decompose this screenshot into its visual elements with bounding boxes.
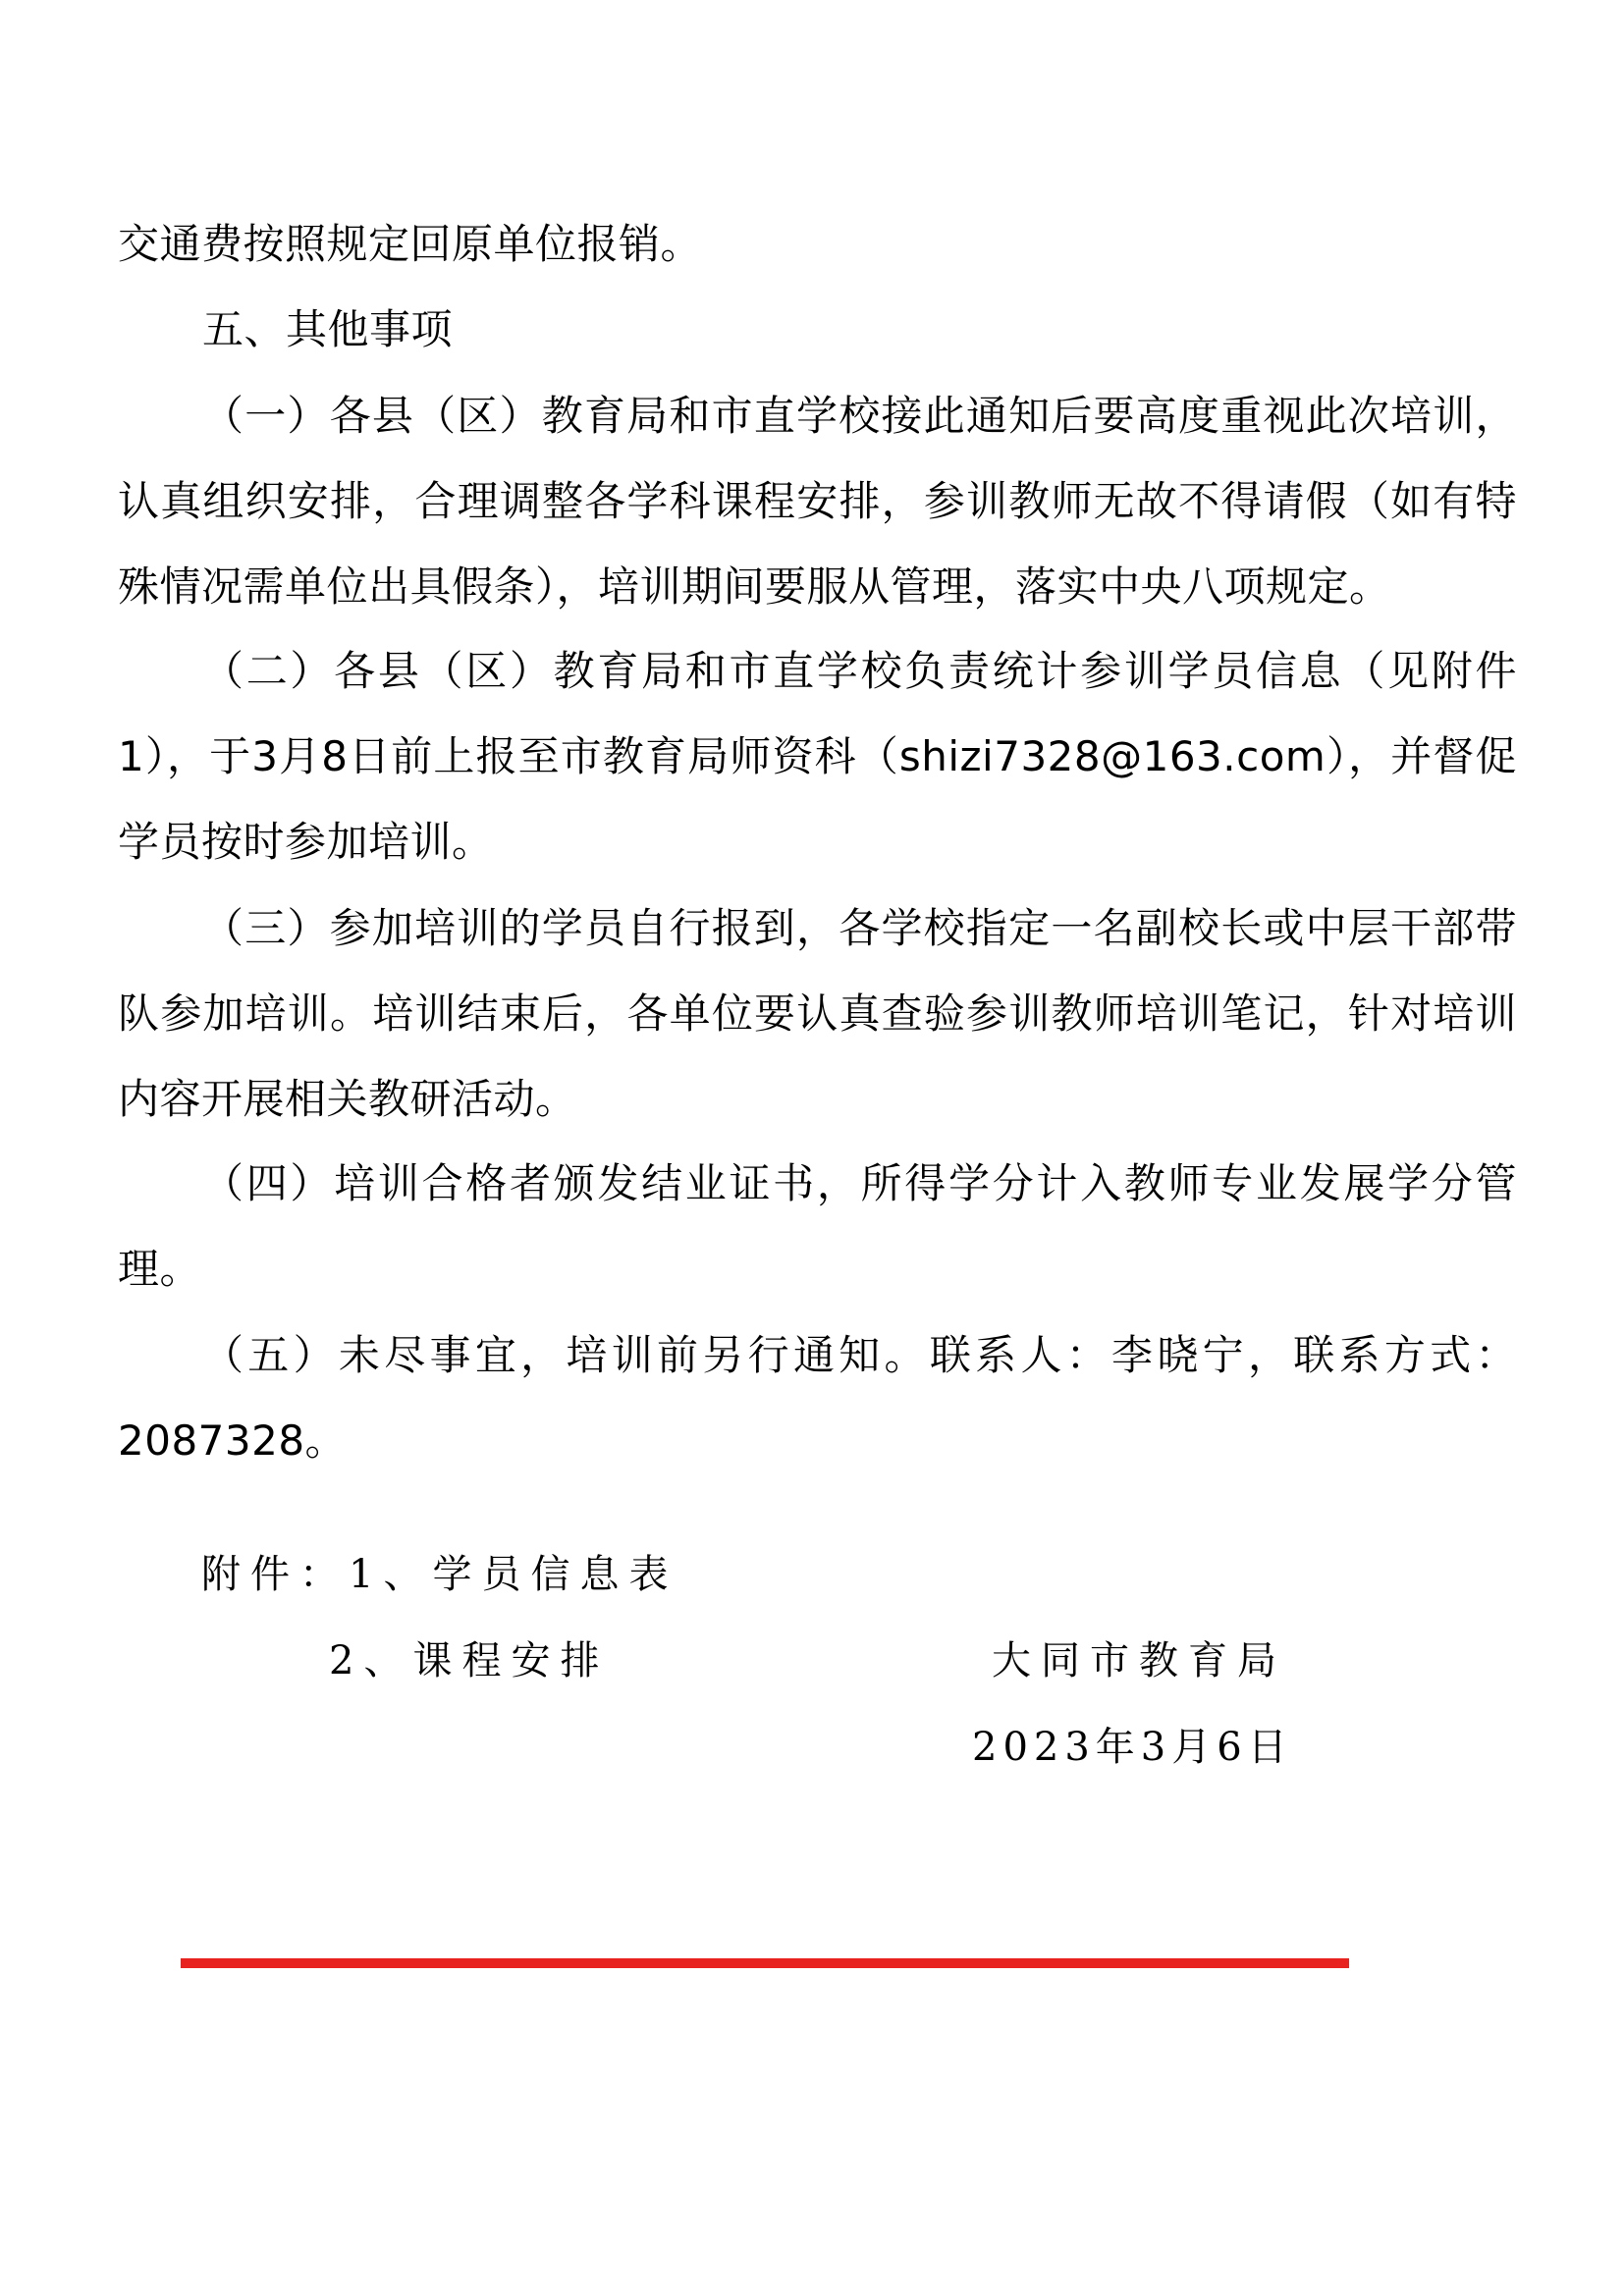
paragraph-item-5: （五）未尽事宜，培训前另行通知。联系人：李晓宁，联系方式：2087328。 — [118, 1331, 1517, 1465]
red-divider-rule — [181, 1958, 1349, 1968]
paragraph-item-1: （一）各县（区）教育局和市直学校接此通知后要高度重视此次培训，认真组织安排，合理调整各学科课程安排，参训教师无故不得请假（如有特殊情况需单位出具假条），培训期间要服从管理，落实中央八项规定。 — [118, 392, 1517, 611]
paragraph-transport-fee: 交通费按照规定回原单位报销。 — [118, 220, 703, 268]
attachment-label: 附件：1、学员信息表 — [201, 1552, 678, 1597]
signature-date: 2023年3月6日 — [972, 1725, 1293, 1770]
attachment-item-2: 2、课程安排 — [329, 1638, 610, 1683]
paragraph-item-4: （四）培训合格者颁发结业证书，所得学分计入教师专业发展学分管理。 — [118, 1159, 1517, 1293]
paragraph-item-3: （三）参加培训的学员自行报到，各学校指定一名副校长或中层干部带队参加培训。培训结束后，各单位要认真查验参训教师培训笔记，针对培训内容开展相关教研活动。 — [118, 904, 1517, 1123]
signature-organization: 大同市教育局 — [992, 1638, 1286, 1683]
section-heading-other-matters: 五、其他事项 — [202, 305, 454, 353]
paragraph-item-2: （二）各县（区）教育局和市直学校负责统计参训学员信息（见附件1），于3月8日前上报至市教育局师资科（shizi7328@163.com），并督促学员按时参加培训。 — [118, 647, 1517, 866]
